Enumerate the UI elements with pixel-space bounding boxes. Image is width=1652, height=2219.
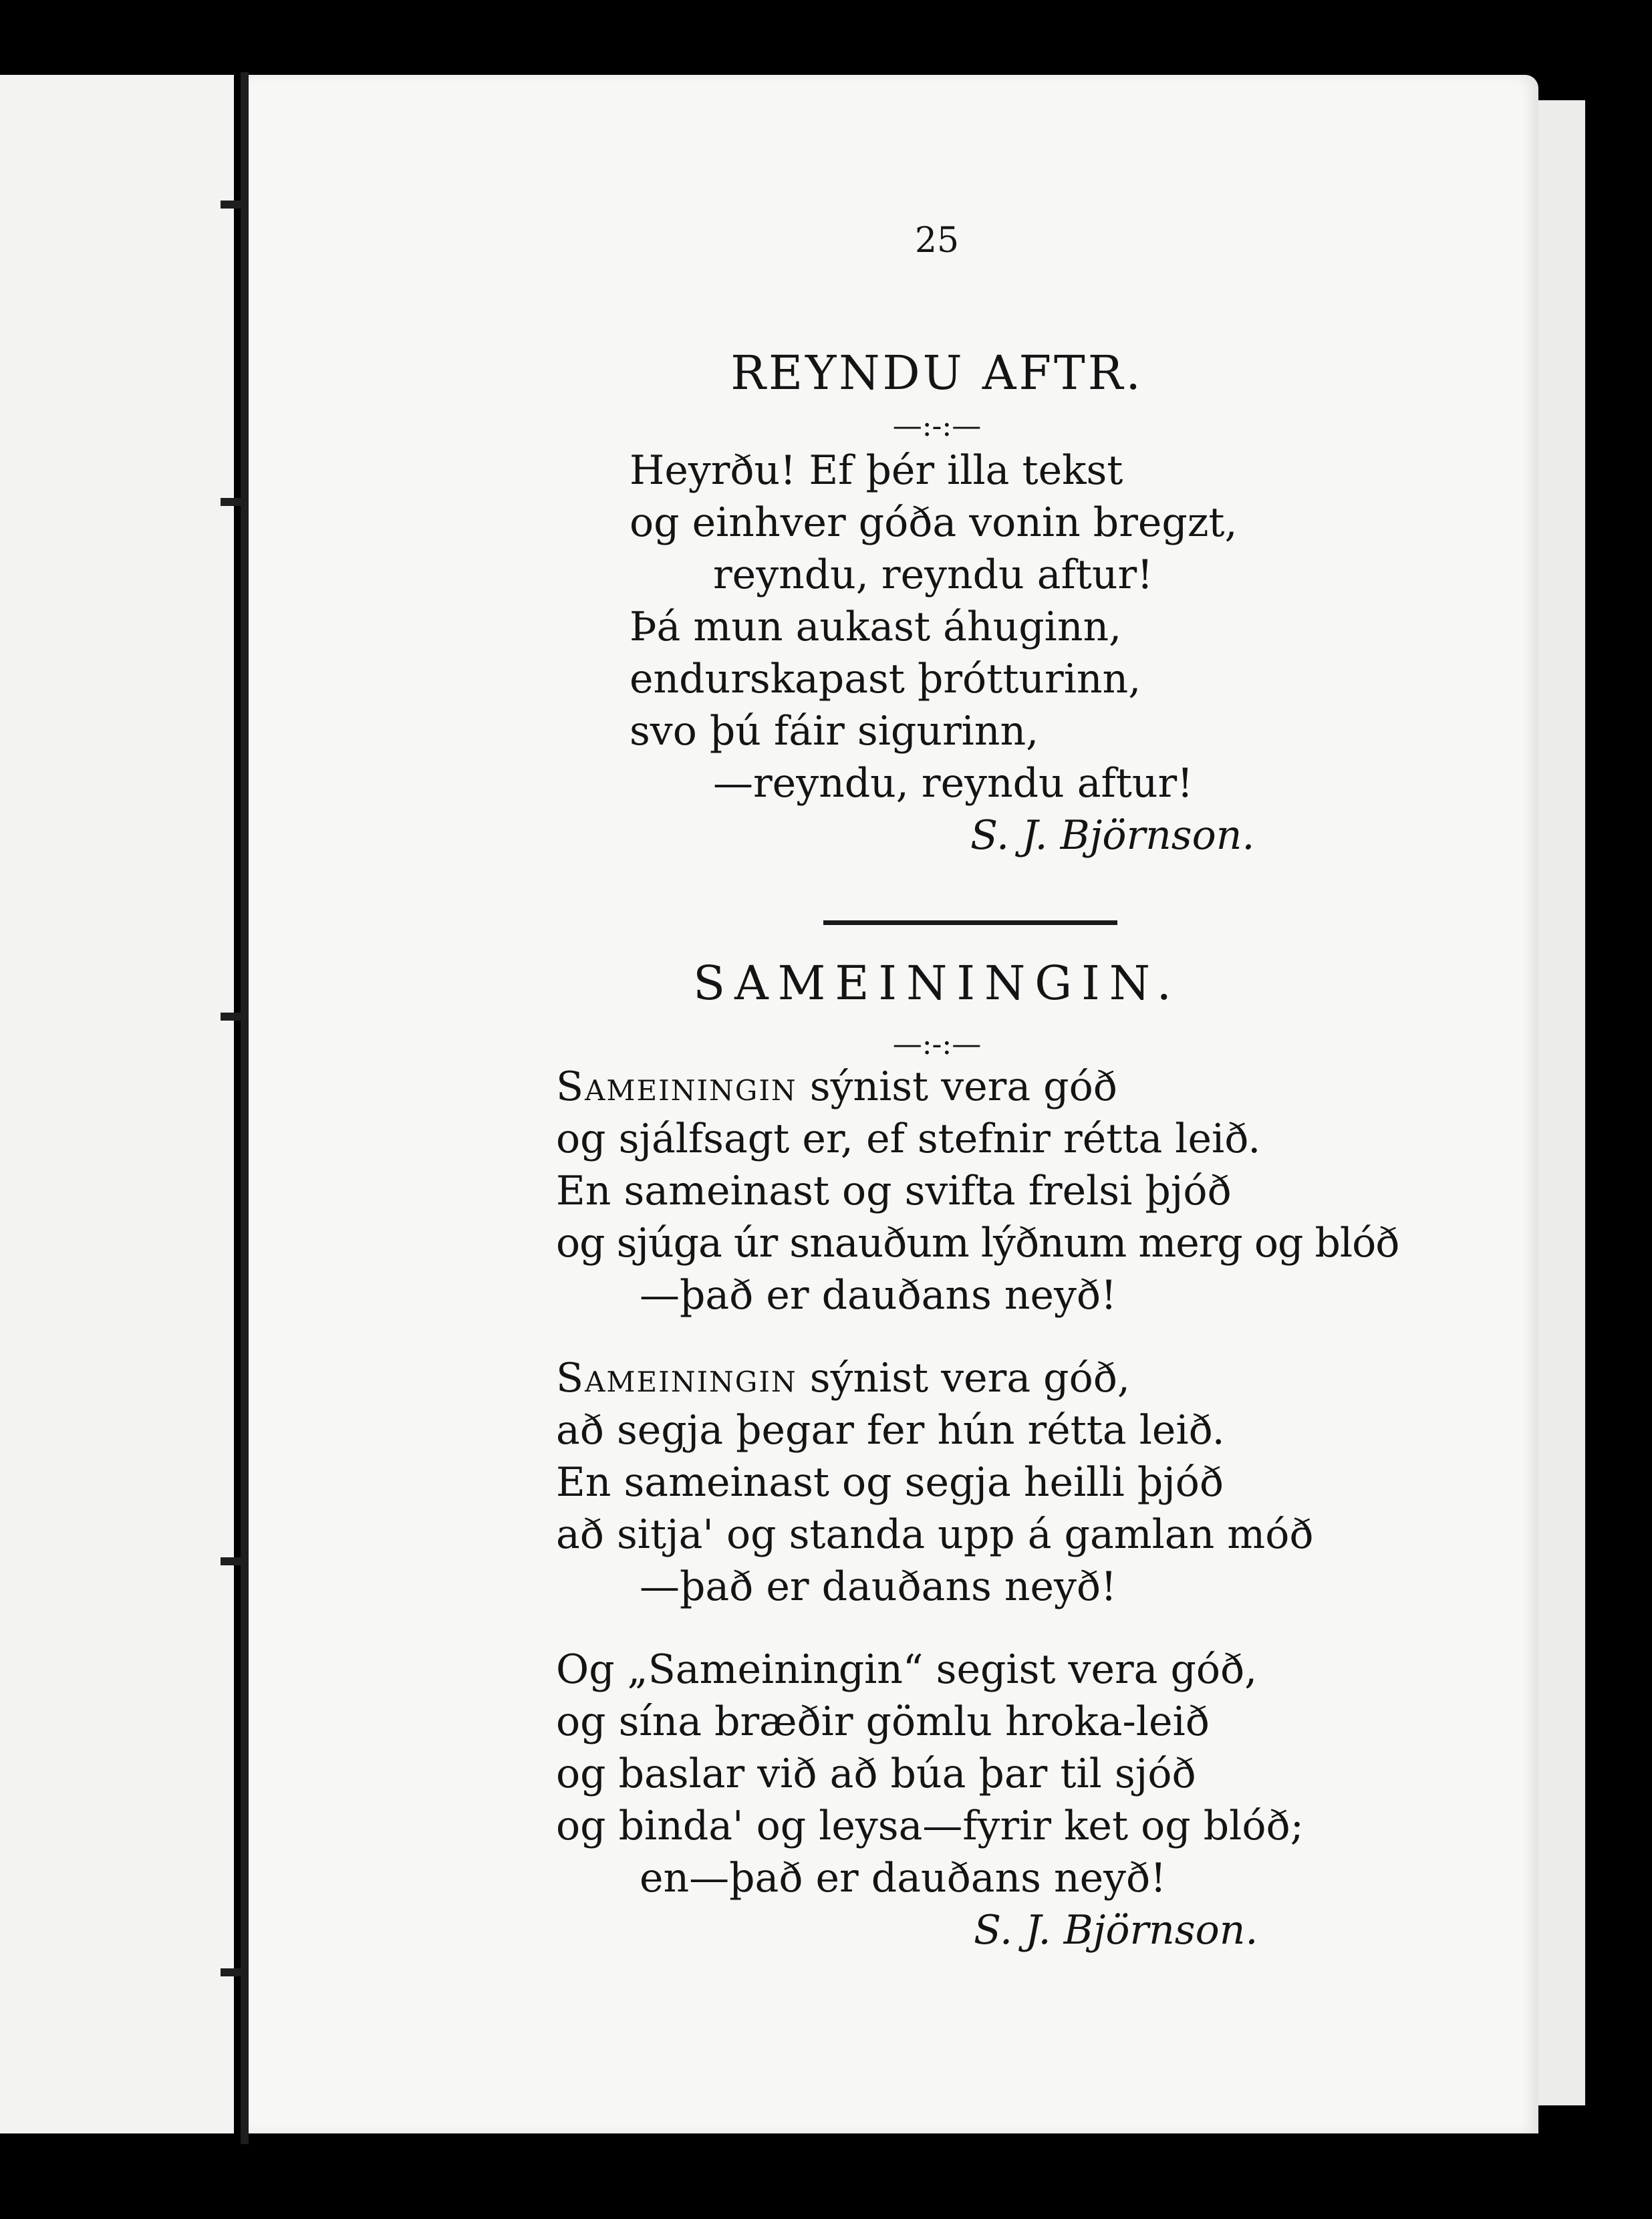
page-edge-right bbox=[1538, 100, 1585, 2105]
stanza1-line-2: og sjálfsagt er, ef stefnir rétta leið. bbox=[556, 1116, 1261, 1162]
book-page bbox=[249, 75, 1538, 2133]
binding-stitch bbox=[221, 1557, 251, 1565]
stanza3-line-5: en—það er dauðans neyð! bbox=[640, 1855, 1167, 1902]
stanza2-line-2: að segja þegar fer hún rétta leið. bbox=[556, 1407, 1225, 1454]
binding-stitch bbox=[221, 1968, 251, 1976]
stanza1-lead-word: Sameiningin bbox=[556, 1063, 797, 1110]
poem1-line-2: og einhver góða vonin bregzt, bbox=[630, 499, 1238, 546]
stanza3-line-2: og sína bræðir gömlu hroka-leið bbox=[556, 1698, 1210, 1745]
stanza3-line-1: Og „Sameiningin“ segist vera góð, bbox=[556, 1646, 1258, 1693]
stanza3-line-4: og binda' og leysa—fyrir ket og blóð; bbox=[556, 1803, 1304, 1849]
stanza1-line-1-rest: sýnist vera góð bbox=[797, 1063, 1117, 1110]
stanza1-line-3: En sameinast og svifta frelsi þjóð bbox=[556, 1168, 1232, 1214]
stanza3-line-3: og baslar við að búa þar til sjóð bbox=[556, 1750, 1196, 1797]
poem-title-reyndu-aftr: REYNDU AFTR. bbox=[730, 346, 1143, 400]
poem-title-sameiningin: SAMEININGIN. bbox=[693, 956, 1181, 1011]
poem1-line-1: Heyrðu! Ef þér illa tekst bbox=[630, 447, 1123, 494]
poem2-attribution: S. J. Björnson. bbox=[974, 1907, 1258, 1954]
page-number: 25 bbox=[914, 221, 960, 261]
facing-page-left bbox=[0, 75, 234, 2133]
poem1-line-4: Þá mun aukast áhuginn, bbox=[630, 604, 1122, 650]
section-separator bbox=[823, 920, 1117, 925]
binding-stitch bbox=[221, 498, 251, 506]
binding-spine bbox=[241, 72, 249, 2144]
binding-stitch bbox=[221, 201, 251, 209]
poem1-line-6: svo þú fáir sigurinn, bbox=[630, 708, 1039, 755]
stanza2-line-5: —það er dauðans neyð! bbox=[640, 1563, 1117, 1610]
binding-stitch bbox=[221, 1013, 251, 1021]
stanza2-line-3: En sameinast og segja heilli þjóð bbox=[556, 1459, 1224, 1506]
title-ornament: —:-:— bbox=[892, 409, 982, 443]
poem1-line-7: —reyndu, reyndu aftur! bbox=[713, 760, 1194, 807]
stanza2-line-1-rest: sýnist vera góð, bbox=[797, 1355, 1130, 1402]
stanza1-line-1 bbox=[556, 1063, 1117, 1110]
stanza2-line-1 bbox=[556, 1355, 1130, 1402]
title-ornament: —:-:— bbox=[892, 1027, 982, 1061]
stanza1-line-5: —það er dauðans neyð! bbox=[640, 1272, 1117, 1319]
stanza2-lead-word: Sameiningin bbox=[556, 1355, 797, 1402]
stanza2-line-4: að sitja' og standa upp á gamlan móð bbox=[556, 1511, 1314, 1558]
poem1-line-5: endurskapast þrótturinn, bbox=[630, 656, 1141, 702]
poem1-line-3: reyndu, reyndu aftur! bbox=[713, 551, 1153, 598]
stanza1-line-4: og sjúga úr snauðum lýðnum merg og blóð bbox=[556, 1220, 1399, 1267]
poem1-attribution: S. J. Björnson. bbox=[970, 812, 1255, 859]
